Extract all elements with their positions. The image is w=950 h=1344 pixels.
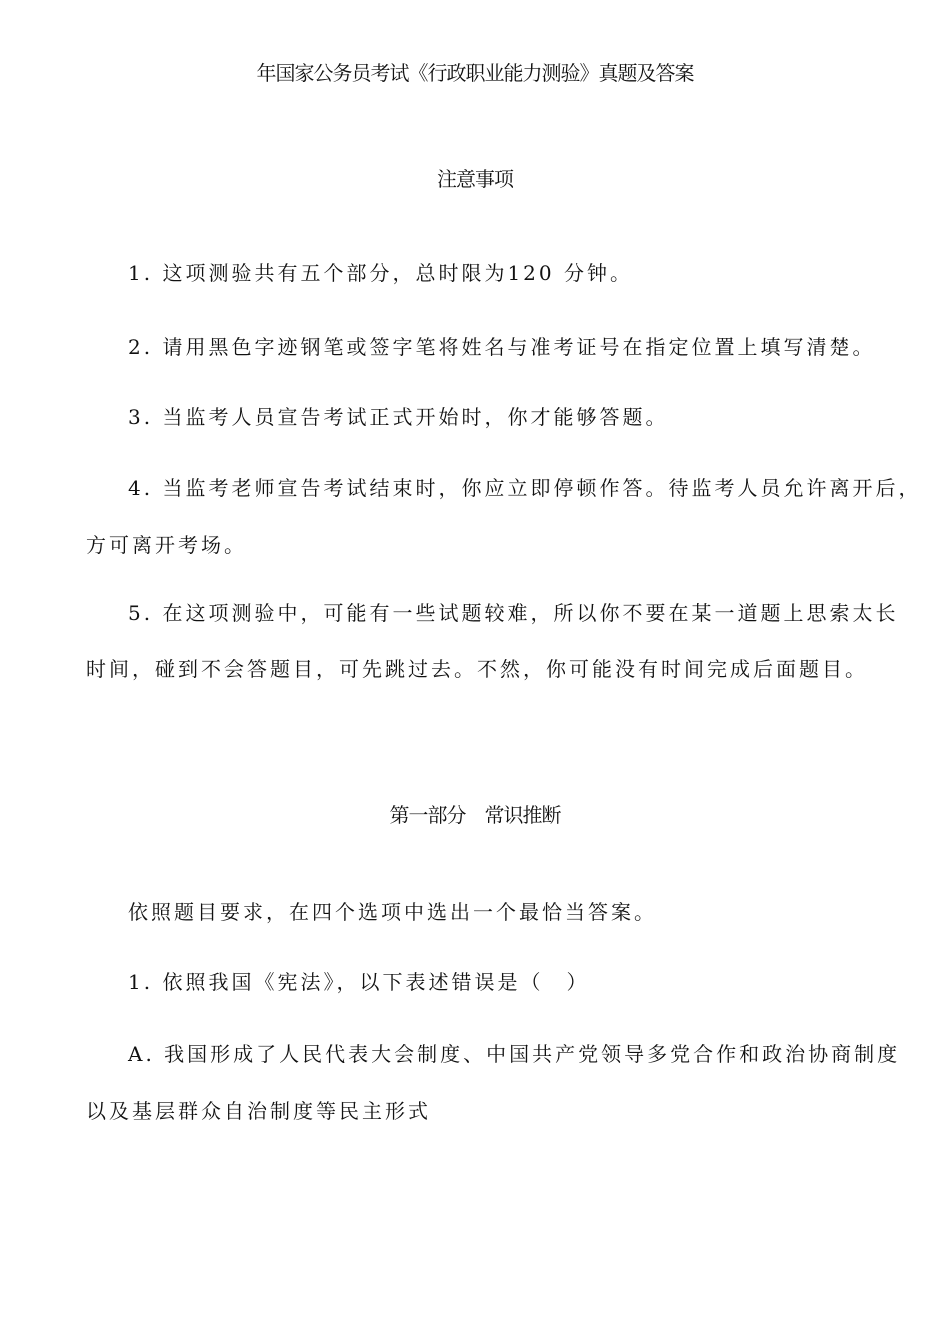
notice-item-2 (128, 332, 875, 362)
option-a-continued: 以及基层群众自治制度等民主形式 (86, 1099, 431, 1123)
notice-text: 当监考老师宣告考试结束时，你应立即停顿作答。待监考人员允许离开后， (162, 476, 922, 500)
notice-number: 5. (128, 601, 154, 625)
option-text: 我国形成了人民代表大会制度、中国共产党领导多党合作和政治协商制度 (164, 1042, 901, 1066)
question-1 (128, 967, 589, 997)
notice-text: 这项测验共有五个部分，总时限为120 分钟。 (162, 261, 633, 285)
notice-text: 在这项测验中，可能有一些试题较难，所以你不要在某一道题上思索太长 (162, 601, 899, 625)
section-heading: 第一部分 常识推断 (389, 803, 561, 827)
notice-item-1 (128, 258, 633, 288)
notice-item-3 (128, 402, 668, 432)
notice-text: 当监考人员宣告考试正式开始时，你才能够答题。 (162, 405, 669, 429)
notice-text: 请用黑色字迹钢笔或签字笔将姓名与准考证号在指定位置上填写清楚。 (162, 335, 876, 359)
notice-heading: 注意事项 (437, 167, 513, 191)
question-text: 依照我国《宪法》，以下表述错误是（ ） (162, 970, 590, 994)
notice-item-4-continued: 方可离开考场。 (86, 533, 247, 557)
notice-number: 3. (128, 405, 154, 429)
notice-item-5 (128, 598, 898, 628)
question-number: 1. (128, 970, 154, 994)
notice-item-5-continued: 时间，碰到不会答题目，可先跳过去。不然，你可能没有时间完成后面题目。 (86, 657, 868, 681)
option-letter: A. (128, 1042, 155, 1066)
notice-number: 1. (128, 261, 154, 285)
section-instruction: 依照题目要求，在四个选项中选出一个最恰当答案。 (128, 900, 657, 924)
notice-number: 4. (128, 476, 154, 500)
option-a (128, 1039, 900, 1069)
notice-number: 2. (128, 335, 154, 359)
document-title: 年国家公务员考试《行政职业能力测验》真题及答案 (256, 61, 694, 85)
notice-item-4 (128, 473, 921, 503)
